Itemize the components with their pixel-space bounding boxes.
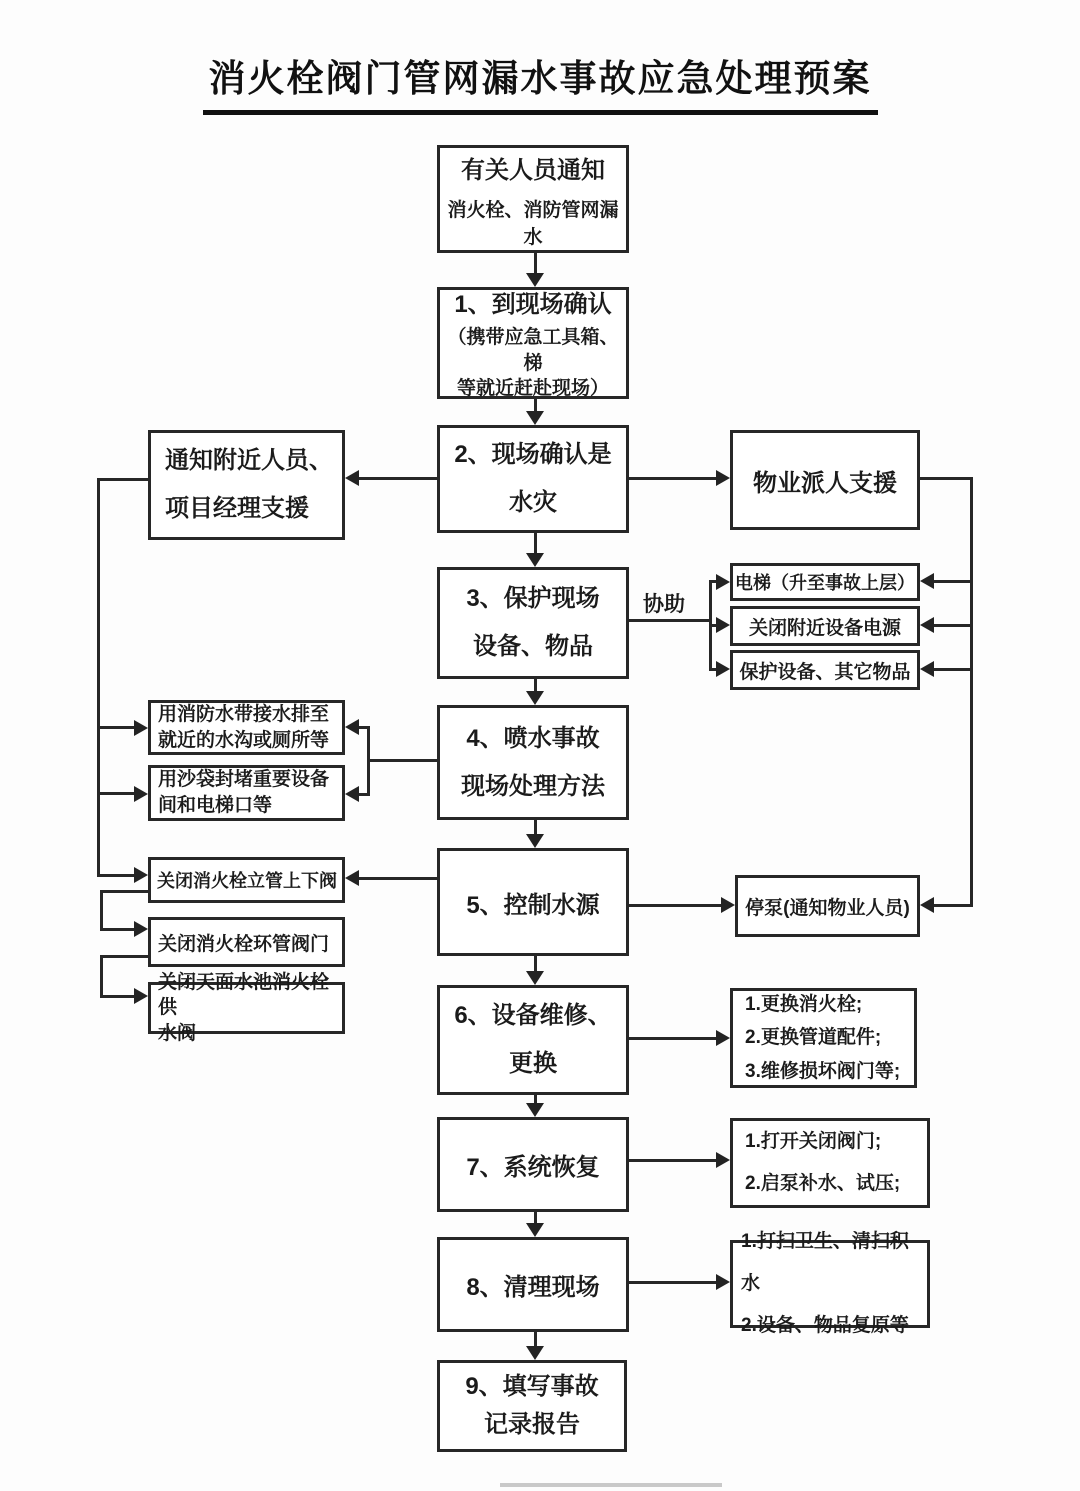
node-step9-line2: 记录报告	[484, 1411, 580, 1438]
node-elevator	[730, 563, 920, 601]
connector-line	[359, 477, 437, 480]
node-step3-line2: 设备、物品	[473, 633, 593, 660]
arrow-left-icon	[345, 470, 359, 486]
node-start-line2: 消火栓、消防管网漏水	[447, 199, 619, 248]
connector-line	[359, 877, 437, 880]
connector-line	[97, 792, 135, 795]
arrow-left-icon	[345, 719, 359, 735]
node-close-ring-valve	[148, 917, 345, 967]
node-start-line1: 有关人员通知	[461, 156, 605, 184]
connector-line	[629, 477, 717, 480]
arrow-right-icon	[716, 574, 730, 590]
node-sandbag	[148, 765, 345, 821]
node-step8	[437, 1237, 629, 1332]
arrow-down-icon	[526, 1346, 544, 1360]
node-step2-line2: 水灾	[509, 489, 557, 516]
connector-line	[534, 253, 537, 275]
connector-line	[934, 904, 972, 907]
connector-line	[534, 820, 537, 835]
node-step9	[437, 1360, 627, 1452]
node-clean-list	[730, 1231, 930, 1336]
arrow-right-icon	[716, 470, 730, 486]
node-drain-line2: 就近的水沟或厕所等	[158, 729, 330, 751]
arrow-down-icon	[526, 971, 544, 985]
arrow-right-icon	[716, 1030, 730, 1046]
arrow-right-icon	[716, 1274, 730, 1290]
connector-line	[534, 533, 537, 554]
arrow-right-icon	[134, 786, 148, 802]
node-elevator-line1: 电梯（升至事故上层）	[735, 573, 915, 593]
page-title-wrap	[0, 48, 1080, 115]
arrow-down-icon	[526, 411, 544, 425]
connector-line	[97, 478, 148, 481]
arrow-down-icon	[526, 1223, 544, 1237]
arrow-left-icon	[920, 897, 934, 913]
connector-line	[100, 995, 135, 998]
connector-line	[100, 890, 103, 931]
connector-line	[534, 1332, 537, 1347]
node-close-roof-line2: 水阀	[158, 1022, 197, 1044]
cropped-bottom-line	[500, 1483, 722, 1487]
node-close-ring-line1: 关闭消火栓环管阀门	[158, 933, 330, 955]
node-power-line1: 关闭附近设备电源	[748, 617, 901, 639]
node-step1-note2: 等就近赶赴现场）	[456, 378, 609, 400]
clean-item-2: 2.设备、物品复原等	[741, 1314, 909, 1336]
connector-line	[629, 619, 712, 622]
connector-line	[629, 904, 723, 907]
node-step7	[437, 1117, 629, 1212]
restore-item-1: 1.打开关闭阀门;	[745, 1131, 882, 1153]
node-notify-line2: 项目经理支援	[165, 495, 309, 522]
connector-line	[100, 890, 148, 893]
node-restore-list	[730, 1118, 930, 1208]
node-step6-line1: 6、设备维修、	[454, 1002, 612, 1029]
arrow-down-icon	[526, 691, 544, 705]
arrow-right-icon	[716, 1152, 730, 1168]
node-stop-pump-line1: 停泵(通知物业人员)	[745, 897, 910, 919]
node-repair-list	[730, 988, 917, 1088]
node-step5	[437, 848, 629, 956]
restore-item-2: 2.启泵补水、试压;	[745, 1173, 901, 1194]
arrow-down-icon	[526, 273, 544, 287]
arrow-left-icon	[920, 661, 934, 677]
node-drain-line1: 用消防水带接水排至	[158, 703, 330, 725]
connector-line	[629, 1037, 717, 1040]
arrow-right-icon	[134, 921, 148, 937]
node-step7-line1: 7、系统恢复	[466, 1154, 600, 1181]
arrow-right-icon	[721, 897, 735, 913]
node-notify-line1: 通知附近人员、	[165, 447, 333, 474]
node-close-riser-line1: 关闭消火栓立管上下阀	[157, 871, 337, 891]
node-step9-line1: 9、填写事故	[465, 1372, 599, 1400]
node-step4-line1: 4、喷水事故	[466, 724, 600, 752]
node-step4-line2: 现场处理方法	[461, 772, 605, 800]
node-notify-support	[148, 430, 345, 540]
node-step6	[437, 985, 629, 1095]
node-step8-line1: 8、清理现场	[466, 1274, 600, 1301]
connector-line	[100, 928, 135, 931]
node-drain-hose	[148, 700, 345, 755]
arrow-down-icon	[526, 1103, 544, 1117]
arrow-right-icon	[134, 720, 148, 736]
node-protect-items	[730, 650, 920, 690]
node-step1	[437, 287, 629, 399]
node-step1-note1: （携带应急工具箱、梯	[447, 327, 619, 374]
node-step6-line2: 更换	[509, 1050, 557, 1077]
arrow-down-icon	[526, 834, 544, 848]
arrow-right-icon	[134, 867, 148, 883]
node-step2	[437, 425, 629, 533]
edge-label-assist: 协助	[643, 593, 685, 616]
repair-item-2: 2.更换管道配件;	[745, 1027, 882, 1049]
node-step5-line1: 5、控制水源	[466, 891, 600, 919]
repair-item-3: 3.维修损坏阀门等;	[745, 1060, 901, 1082]
node-step1-title: 1、到现场确认	[454, 291, 612, 319]
node-protect-line1: 保护设备、其它物品	[739, 661, 911, 683]
connector-line	[97, 726, 135, 729]
arrow-left-icon	[920, 573, 934, 589]
arrow-right-icon	[716, 661, 730, 677]
node-step3-line1: 3、保护现场	[466, 585, 600, 612]
connector-line	[358, 726, 370, 729]
node-property-line1: 物业派人支援	[753, 469, 897, 497]
arrow-left-icon	[345, 870, 359, 886]
arrow-down-icon	[526, 553, 544, 567]
connector-line	[629, 1281, 717, 1284]
connector-line	[934, 624, 972, 627]
connector-line	[534, 956, 537, 972]
node-step4	[437, 705, 629, 820]
arrow-left-icon	[920, 617, 934, 633]
node-property-support	[730, 430, 920, 530]
connector-line	[100, 955, 103, 998]
arrow-right-icon	[716, 617, 730, 633]
connector-line	[934, 580, 972, 583]
node-start	[437, 145, 629, 253]
arrow-right-icon	[134, 988, 148, 1004]
connector-line	[934, 668, 972, 671]
connector-line	[970, 477, 973, 907]
connector-line	[367, 759, 437, 762]
connector-line	[97, 478, 100, 877]
node-power-off	[730, 606, 920, 646]
node-close-roof-line1: 关闭天面水池消火栓供	[158, 971, 330, 1019]
node-sandbag-line1: 用沙袋封堵重要设备	[158, 769, 330, 791]
node-step2-line1: 2、现场确认是	[454, 441, 612, 468]
node-close-roof-valve	[148, 971, 345, 1044]
connector-line	[97, 874, 135, 877]
node-stop-pump	[735, 875, 920, 937]
connector-line	[920, 477, 973, 480]
page-title: 消火栓阀门管网漏水事故应急处理预案	[203, 48, 878, 115]
connector-line	[629, 1159, 717, 1162]
node-sandbag-line2: 间和电梯口等	[158, 795, 273, 816]
arrow-left-icon	[345, 786, 359, 802]
node-close-riser-valve	[148, 857, 345, 903]
connector-line	[367, 726, 370, 796]
node-step3	[437, 567, 629, 679]
clean-item-1: 1.打扫卫生、清扫积水	[741, 1231, 909, 1295]
connector-line	[100, 955, 148, 958]
connector-line	[358, 793, 370, 796]
repair-item-1: 1.更换消火栓;	[745, 994, 863, 1016]
